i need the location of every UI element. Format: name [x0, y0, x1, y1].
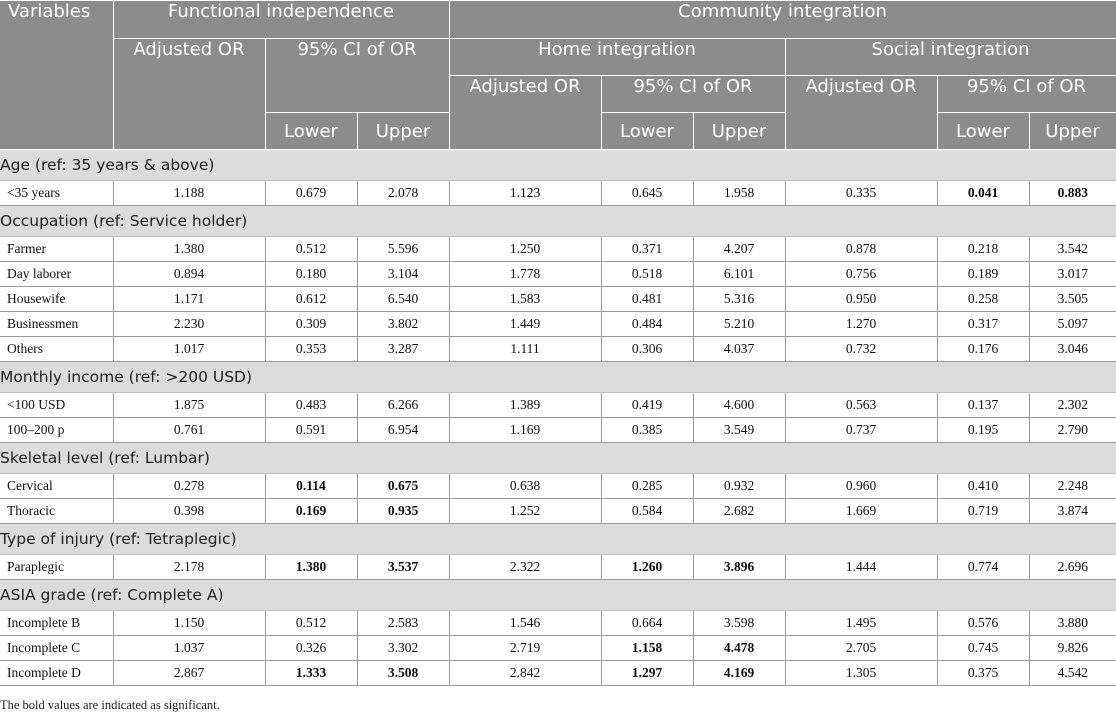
table-cell: 0.679 — [265, 181, 357, 206]
table-cell: 0.484 — [601, 312, 693, 337]
header-si-ci: 95% CI of OR — [937, 76, 1116, 113]
table-cell: 2.302 — [1029, 393, 1116, 418]
table-row — [0, 287, 1116, 312]
header-hi-lower: Lower — [601, 113, 693, 150]
table-cell: 0.512 — [265, 611, 357, 636]
table-cell: 0.576 — [937, 611, 1029, 636]
row-label: Housewife — [0, 287, 113, 312]
table-cell: 4.037 — [693, 337, 785, 362]
table-cell: 0.481 — [601, 287, 693, 312]
table-cell: 0.935 — [357, 499, 449, 524]
table-cell: 1.495 — [785, 611, 937, 636]
table-cell: 2.842 — [449, 661, 601, 686]
table-cell: 2.248 — [1029, 474, 1116, 499]
table-cell: 2.078 — [357, 181, 449, 206]
table-cell: 0.169 — [265, 499, 357, 524]
section-row — [0, 443, 1116, 474]
table-cell: 0.563 — [785, 393, 937, 418]
table-cell: 0.306 — [601, 337, 693, 362]
header-community-integration: Community integration — [449, 1, 1116, 39]
table-cell: 0.645 — [601, 181, 693, 206]
row-label: Day laborer — [0, 262, 113, 287]
table-cell: 3.542 — [1029, 237, 1116, 262]
table-cell: 0.719 — [937, 499, 1029, 524]
table-cell: 0.137 — [937, 393, 1029, 418]
table-row — [0, 555, 1116, 580]
table-cell: 0.584 — [601, 499, 693, 524]
table-cell: 4.542 — [1029, 661, 1116, 686]
header-fi-upper: Upper — [357, 113, 449, 150]
table-row — [0, 181, 1116, 206]
table-cell: 0.518 — [601, 262, 693, 287]
header-fi-lower: Lower — [265, 113, 357, 150]
section-row — [0, 580, 1116, 611]
table-cell: 3.880 — [1029, 611, 1116, 636]
table-cell: 3.508 — [357, 661, 449, 686]
table-cell: 1.297 — [601, 661, 693, 686]
table-cell: 1.958 — [693, 181, 785, 206]
table-cell: 0.335 — [785, 181, 937, 206]
table-cell: 0.258 — [937, 287, 1029, 312]
table-cell: 1.875 — [113, 393, 265, 418]
header-si-adjusted-or: Adjusted OR — [785, 76, 937, 150]
header-social-integration: Social integration — [785, 39, 1116, 76]
table-cell: 2.583 — [357, 611, 449, 636]
table-cell: 0.114 — [265, 474, 357, 499]
table-cell: 1.250 — [449, 237, 601, 262]
table-cell: 1.158 — [601, 636, 693, 661]
table-cell: 5.316 — [693, 287, 785, 312]
section-title: Skeletal level (ref: Lumbar) — [0, 443, 1116, 474]
table-row — [0, 312, 1116, 337]
table-cell: 0.737 — [785, 418, 937, 443]
table-cell: 0.285 — [601, 474, 693, 499]
row-label: Others — [0, 337, 113, 362]
row-label: Incomplete B — [0, 611, 113, 636]
table-cell: 0.732 — [785, 337, 937, 362]
section-row — [0, 524, 1116, 555]
table-cell: 1.037 — [113, 636, 265, 661]
table-cell: 1.449 — [449, 312, 601, 337]
table-cell: 6.954 — [357, 418, 449, 443]
table-cell: 0.326 — [265, 636, 357, 661]
table-cell: 3.874 — [1029, 499, 1116, 524]
table-cell: 0.894 — [113, 262, 265, 287]
table-cell: 1.169 — [449, 418, 601, 443]
table-cell: 0.774 — [937, 555, 1029, 580]
section-row — [0, 150, 1116, 181]
table-body — [0, 150, 1116, 686]
row-label: 100–200 p — [0, 418, 113, 443]
table-cell: 9.826 — [1029, 636, 1116, 661]
table-cell: 0.353 — [265, 337, 357, 362]
table-cell: 2.322 — [449, 555, 601, 580]
table-cell: 0.664 — [601, 611, 693, 636]
section-row — [0, 362, 1116, 393]
table-cell: 4.207 — [693, 237, 785, 262]
table-cell: 0.189 — [937, 262, 1029, 287]
table-cell: 4.478 — [693, 636, 785, 661]
row-label: Incomplete C — [0, 636, 113, 661]
table-cell: 0.512 — [265, 237, 357, 262]
table-row — [0, 611, 1116, 636]
table-cell: 4.600 — [693, 393, 785, 418]
table-row — [0, 337, 1116, 362]
table-cell: 1.778 — [449, 262, 601, 287]
table-cell: 1.171 — [113, 287, 265, 312]
header-si-upper: Upper — [1029, 113, 1116, 150]
table-cell: 3.104 — [357, 262, 449, 287]
header-hi-upper: Upper — [693, 113, 785, 150]
table-cell: 0.950 — [785, 287, 937, 312]
table-cell: 0.878 — [785, 237, 937, 262]
table-cell: 3.537 — [357, 555, 449, 580]
table-cell: 0.419 — [601, 393, 693, 418]
table-cell: 1.150 — [113, 611, 265, 636]
table-cell: 2.178 — [113, 555, 265, 580]
table-row — [0, 636, 1116, 661]
table-cell: 0.041 — [937, 181, 1029, 206]
table-cell: 0.385 — [601, 418, 693, 443]
table-row — [0, 499, 1116, 524]
table-cell: 1.583 — [449, 287, 601, 312]
table-cell: 0.195 — [937, 418, 1029, 443]
table-cell: 0.883 — [1029, 181, 1116, 206]
table-cell: 5.596 — [357, 237, 449, 262]
table-cell: 0.591 — [265, 418, 357, 443]
table-cell: 0.398 — [113, 499, 265, 524]
table-cell: 5.210 — [693, 312, 785, 337]
row-label: Farmer — [0, 237, 113, 262]
table-cell: 0.176 — [937, 337, 1029, 362]
section-title: Type of injury (ref: Tetraplegic) — [0, 524, 1116, 555]
header-fi-ci: 95% CI of OR — [265, 39, 449, 113]
table-cell: 1.123 — [449, 181, 601, 206]
table-cell: 0.375 — [937, 661, 1029, 686]
table-cell: 1.444 — [785, 555, 937, 580]
row-label: Thoracic — [0, 499, 113, 524]
table-cell: 3.017 — [1029, 262, 1116, 287]
table-cell: 2.696 — [1029, 555, 1116, 580]
table-cell: 2.230 — [113, 312, 265, 337]
section-title: Age (ref: 35 years & above) — [0, 150, 1116, 181]
table-cell: 3.302 — [357, 636, 449, 661]
table-row — [0, 262, 1116, 287]
table-cell: 0.638 — [449, 474, 601, 499]
table-cell: 2.682 — [693, 499, 785, 524]
row-label: Businessmen — [0, 312, 113, 337]
table-cell: 0.675 — [357, 474, 449, 499]
table-cell: 2.719 — [449, 636, 601, 661]
table-cell: 1.380 — [265, 555, 357, 580]
table-cell: 1.270 — [785, 312, 937, 337]
row-label: Cervical — [0, 474, 113, 499]
table-cell: 1.380 — [113, 237, 265, 262]
table-cell: 0.371 — [601, 237, 693, 262]
table-cell: 1.017 — [113, 337, 265, 362]
row-label: Paraplegic — [0, 555, 113, 580]
row-label: <35 years — [0, 181, 113, 206]
table-cell: 0.960 — [785, 474, 937, 499]
table-cell: 3.505 — [1029, 287, 1116, 312]
section-title: ASIA grade (ref: Complete A) — [0, 580, 1116, 611]
table-cell: 0.756 — [785, 262, 937, 287]
table-cell: 0.180 — [265, 262, 357, 287]
header-hi-adjusted-or: Adjusted OR — [449, 76, 601, 150]
table-row — [0, 237, 1116, 262]
table-cell: 1.260 — [601, 555, 693, 580]
table-cell: 1.669 — [785, 499, 937, 524]
table-cell: 3.802 — [357, 312, 449, 337]
table-cell: 3.598 — [693, 611, 785, 636]
footnote: The bold values are indicated as significant. — [0, 698, 220, 712]
table-cell: 1.305 — [785, 661, 937, 686]
header-hi-ci: 95% CI of OR — [601, 76, 785, 113]
table-row — [0, 661, 1116, 686]
section-title: Occupation (ref: Service holder) — [0, 206, 1116, 237]
table-cell: 6.540 — [357, 287, 449, 312]
table-cell: 3.549 — [693, 418, 785, 443]
table-cell: 1.546 — [449, 611, 601, 636]
table-cell: 0.745 — [937, 636, 1029, 661]
table-cell: 2.790 — [1029, 418, 1116, 443]
table-cell: 0.278 — [113, 474, 265, 499]
header-home-integration: Home integration — [449, 39, 785, 76]
table-cell: 3.896 — [693, 555, 785, 580]
table-cell: 2.705 — [785, 636, 937, 661]
section-row — [0, 206, 1116, 237]
table-cell: 5.097 — [1029, 312, 1116, 337]
row-label: <100 USD — [0, 393, 113, 418]
table-cell: 0.932 — [693, 474, 785, 499]
table-row — [0, 418, 1116, 443]
table-cell: 4.169 — [693, 661, 785, 686]
table-cell: 0.309 — [265, 312, 357, 337]
table-cell: 1.333 — [265, 661, 357, 686]
table-cell: 3.046 — [1029, 337, 1116, 362]
table-cell: 1.252 — [449, 499, 601, 524]
section-title: Monthly income (ref: >200 USD) — [0, 362, 1116, 393]
row-label: Incomplete D — [0, 661, 113, 686]
table-cell: 1.389 — [449, 393, 601, 418]
table-cell: 1.188 — [113, 181, 265, 206]
table-cell: 0.761 — [113, 418, 265, 443]
table-header — [0, 1, 1116, 150]
table-cell: 0.410 — [937, 474, 1029, 499]
table-cell: 2.867 — [113, 661, 265, 686]
table-cell: 0.612 — [265, 287, 357, 312]
header-variables: Variables — [0, 1, 113, 150]
header-si-lower: Lower — [937, 113, 1029, 150]
table-cell: 0.317 — [937, 312, 1029, 337]
table-cell: 0.483 — [265, 393, 357, 418]
table-cell: 1.111 — [449, 337, 601, 362]
table-cell: 3.287 — [357, 337, 449, 362]
header-fi-adjusted-or: Adjusted OR — [113, 39, 265, 150]
table-cell: 6.101 — [693, 262, 785, 287]
table-cell: 0.218 — [937, 237, 1029, 262]
table-cell: 6.266 — [357, 393, 449, 418]
header-functional-independence: Functional independence — [113, 1, 449, 39]
table-row — [0, 393, 1116, 418]
table-row — [0, 474, 1116, 499]
